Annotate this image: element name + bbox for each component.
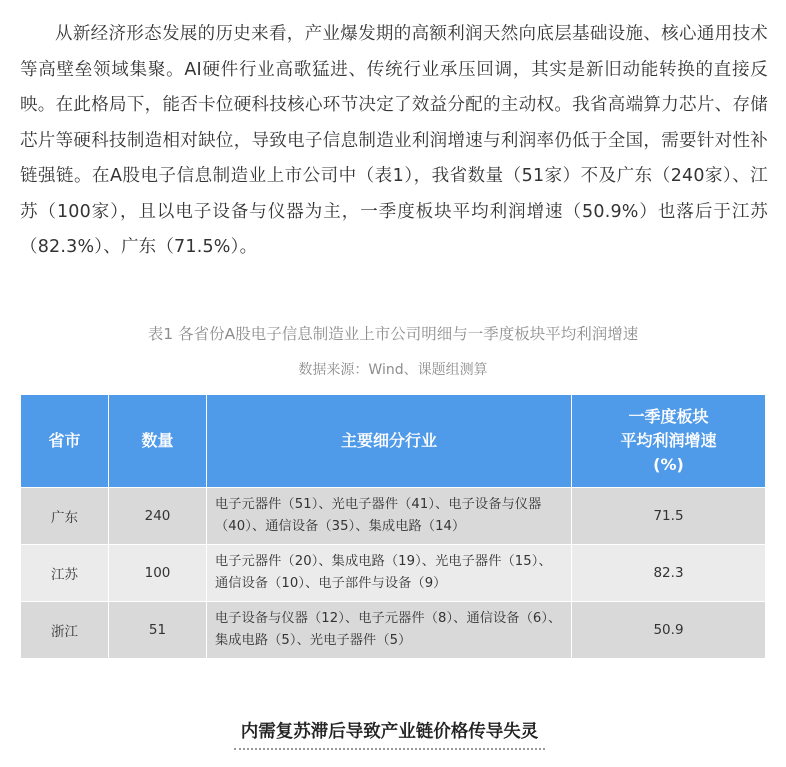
header-growth-line2: 平均利润增速 — [620, 431, 717, 450]
table-source: 数据来源：Wind、课题组测算 — [298, 362, 488, 378]
cell-count: 51 — [109, 602, 207, 659]
cell-growth: 82.3 — [572, 545, 766, 602]
header-industry: 主要细分行业 — [207, 395, 572, 488]
province-data-table — [20, 394, 766, 659]
cell-industry: 电子元器件（51）、光电子器件（41）、电子设备与仪器（40）、通信设备（35）、集成电路（14） — [207, 488, 572, 545]
cell-industry: 电子设备与仪器（12）、电子元器件（8）、通信设备（6）、集成电路（5）、光电子器件（5） — [207, 602, 572, 659]
table-row — [21, 545, 766, 602]
header-count: 数量 — [109, 395, 207, 488]
cell-count: 100 — [109, 545, 207, 602]
table-row — [21, 488, 766, 545]
article-body — [20, 17, 768, 266]
table-caption: 表1 各省份A股电子信息制造业上市公司明细与一季度板块平均利润增速 — [147, 325, 639, 343]
body-paragraph: 从新经济形态发展的历史来看，产业爆发期的高额利润天然向底层基础设施、核心通用技术等高壁垒领域集聚。AI硬件行业高歌猛进、传统行业承压回调，其实是新旧动能转换的直接反映。在此格局下，能否卡位硬科技核心环节决定了效益分配的主动权。我省高端算力芯片、存储芯片等硬科技制造相对缺位，导致电子信息制造业利润增速与利润率仍低于全国，需要针对性补链强链。在A股电子信息制造业上市公司中（表1），我省数量（51家）不及广东（240家）、江苏（100家），且以电子设备与仪器为主，一季度板块平均利润增速（50.9%）也落后于江苏（82.3%）、广东（71.5%）。 — [20, 24, 768, 257]
table-row — [21, 602, 766, 659]
header-growth-line1: 一季度板块 — [628, 407, 709, 426]
cell-growth: 50.9 — [572, 602, 766, 659]
section-heading: 内需复苏滞后导致产业链价格传导失灵 — [234, 718, 545, 750]
cell-province: 广东 — [21, 488, 109, 545]
cell-growth: 71.5 — [572, 488, 766, 545]
cell-industry: 电子元器件（20）、集成电路（19）、光电子器件（15）、通信设备（10）、电子部件与设备（9） — [207, 545, 572, 602]
table-header-row — [21, 395, 766, 488]
cell-province: 江苏 — [21, 545, 109, 602]
cell-count: 240 — [109, 488, 207, 545]
header-province: 省市 — [21, 395, 109, 488]
header-growth-line3: (%) — [653, 455, 684, 474]
header-growth — [572, 395, 766, 488]
cell-province: 浙江 — [21, 602, 109, 659]
